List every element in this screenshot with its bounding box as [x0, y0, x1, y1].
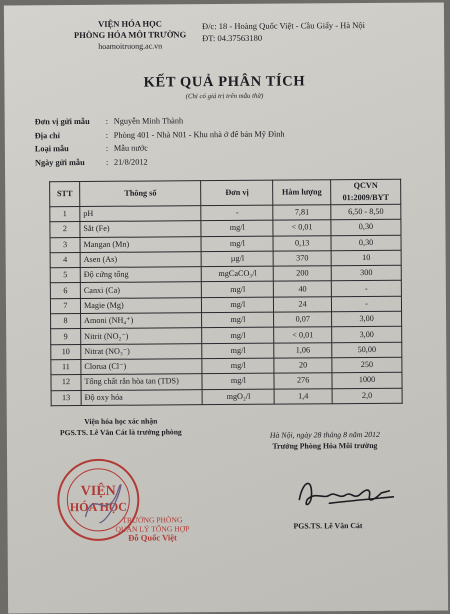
row-content: 24 [274, 297, 332, 313]
row-standard: - [331, 296, 401, 312]
stamp-text-1: VIỆN [80, 483, 116, 500]
row-parameter: pH [80, 206, 202, 222]
row-content: 40 [274, 281, 332, 297]
row-unit: mg/l [202, 282, 274, 298]
row-parameter: Amoni (NH₄⁺) [80, 313, 202, 329]
row-parameter: Độ oxy hóa [81, 389, 203, 405]
row-content: 20 [274, 358, 332, 374]
header-unit: Đơn vị [201, 180, 273, 206]
row-content: 7,81 [273, 205, 331, 221]
row-unit: mgCaCO₃/l [202, 266, 274, 282]
info-value: Phòng 401 - Nhà N01 - Khu nhà ở để bán Mỹ Đình [113, 129, 285, 140]
row-standard: 10 [331, 250, 401, 266]
department-name: PHÒNG HÓA MÔI TRƯỜNG [73, 29, 187, 41]
row-parameter: Asen (As) [80, 252, 202, 268]
row-standard: 3,00 [332, 311, 402, 327]
row-unit: mg/l [202, 343, 274, 359]
row-standard: - [331, 281, 401, 297]
report-title: KẾT QUẢ PHÂN TÍCH [143, 73, 306, 91]
row-content: < 0,01 [274, 327, 332, 343]
row-stt: 5 [50, 268, 80, 284]
sample-info [35, 114, 285, 170]
row-parameter: Nitrat (NO₃⁻) [81, 343, 203, 359]
row-parameter: Mangan (Mn) [80, 236, 202, 252]
table-row [51, 388, 402, 406]
info-label: Địa chỉ [34, 130, 60, 140]
info-label: Ngày gửi mẫu [34, 157, 85, 168]
row-stt: 6 [50, 283, 80, 299]
row-standard: 50,00 [332, 342, 402, 358]
signature-block [225, 429, 425, 452]
header-content: Hàm lượng [273, 180, 331, 205]
header-standard [331, 179, 401, 204]
row-unit: mgO₂/l [202, 389, 274, 405]
info-separator: : [105, 157, 109, 167]
row-unit: mg/l [202, 358, 274, 374]
contact-header [202, 19, 365, 44]
row-parameter: Canxi (Ca) [80, 282, 202, 298]
row-parameter: Tổng chất rắn hòa tan (TDS) [81, 374, 203, 390]
row-content: 0,07 [274, 312, 332, 328]
stamp-sub-line2: QUẢN LÝ TỔNG HỢP [115, 524, 190, 534]
row-stt: 7 [50, 298, 80, 314]
row-parameter: Nitrit (NO₂⁻) [81, 328, 203, 344]
row-standard: 250 [332, 357, 402, 373]
row-content: 200 [273, 266, 331, 282]
stamp-sub-line1: TRƯỞNG PHÒNG [122, 515, 183, 525]
row-unit: mg/l [201, 236, 273, 252]
confirmation-line1: Viện hóa học xác nhận [84, 416, 158, 426]
analysis-report-page [4, 2, 448, 613]
row-content: 370 [273, 251, 331, 267]
table-header-row [50, 179, 401, 206]
row-stt: 8 [51, 314, 81, 330]
row-content: 1,06 [274, 342, 332, 358]
info-value: 21/8/2012 [113, 157, 148, 167]
info-row-address [35, 127, 285, 142]
row-unit: mg/l [202, 312, 274, 328]
row-stt: 3 [50, 237, 80, 253]
row-unit: mg/l [201, 220, 273, 236]
report-subtitle: (Chỉ có giá trị trên mẫu thử) [185, 92, 264, 101]
row-content: 0,13 [273, 235, 331, 251]
confirmation-line2: PGS.TS. Lê Văn Cát là trưởng phòng [59, 427, 182, 438]
info-separator: : [105, 116, 109, 126]
row-unit: mg/l [202, 373, 274, 389]
stamp-signer-name: Đỗ Quốc Việt [128, 532, 177, 543]
header-parameter: Thông số [80, 181, 202, 207]
row-standard: 6,50 - 8,50 [331, 204, 401, 220]
stamp-text-2: HÓA HỌC [69, 499, 127, 515]
row-stt: 4 [50, 252, 80, 268]
row-standard: 2,0 [332, 388, 402, 404]
signing-organization: Trưởng Phòng Hóa Môi trường [272, 440, 378, 451]
signer-name: PGS.TS. Lê Văn Cát [293, 521, 363, 531]
row-stt: 1 [50, 207, 80, 223]
address-text: Đ/c: 18 - Hoàng Quốc Việt - Cầu Giấy - Hà Nội [201, 20, 365, 32]
row-standard: 1000 [332, 373, 402, 389]
row-stt: 11 [51, 359, 81, 375]
row-unit: mg/l [202, 297, 274, 313]
header-stt: STT [50, 182, 80, 207]
info-separator: : [105, 144, 109, 154]
results-table [49, 179, 403, 406]
website-text: hoamoitruong.ac.vn [98, 41, 163, 51]
header-standard-line2: 01:2009/BYT [342, 192, 389, 203]
signing-date: Hà Nội, ngày 28 tháng 8 năm 2012 [269, 429, 380, 440]
row-unit: mg/l [202, 328, 274, 344]
row-standard: 300 [331, 265, 401, 281]
row-parameter: Độ cứng tổng [80, 267, 202, 283]
institute-name: VIỆN HÓA HỌC [98, 18, 162, 29]
info-value: Nguyễn Minh Thành [113, 116, 184, 126]
row-standard: 0,30 [331, 220, 401, 236]
info-row-date [35, 154, 285, 169]
row-standard: 0,30 [331, 235, 401, 251]
row-parameter: Magie (Mg) [80, 297, 202, 313]
row-stt: 9 [51, 329, 81, 345]
handwritten-signature-icon [289, 469, 399, 515]
row-stt: 10 [51, 344, 81, 360]
info-label: Đơn vị gửi mẫu [34, 116, 90, 127]
stamp-subtext [115, 515, 189, 543]
info-value: Mẫu nước [113, 143, 148, 153]
phone-text: ĐT: 04.37563180 [202, 32, 263, 44]
row-stt: 13 [51, 390, 81, 406]
row-unit: µg/l [202, 251, 274, 267]
info-separator: : [105, 130, 109, 140]
row-stt: 2 [50, 222, 80, 238]
row-standard: 3,00 [332, 327, 402, 343]
row-parameter: Clorua (Cl⁻) [81, 359, 203, 375]
row-content: 276 [274, 373, 332, 389]
row-stt: 12 [51, 375, 81, 391]
info-label: Loại mẫu [34, 144, 69, 154]
row-unit: - [201, 205, 273, 221]
confirmation-block [31, 415, 211, 438]
row-content: 1,4 [274, 388, 332, 404]
row-content: < 0,01 [273, 220, 331, 236]
institute-header [40, 18, 220, 52]
header-standard-line1: QCVN [353, 180, 378, 191]
row-parameter: Sắt (Fe) [80, 221, 202, 237]
